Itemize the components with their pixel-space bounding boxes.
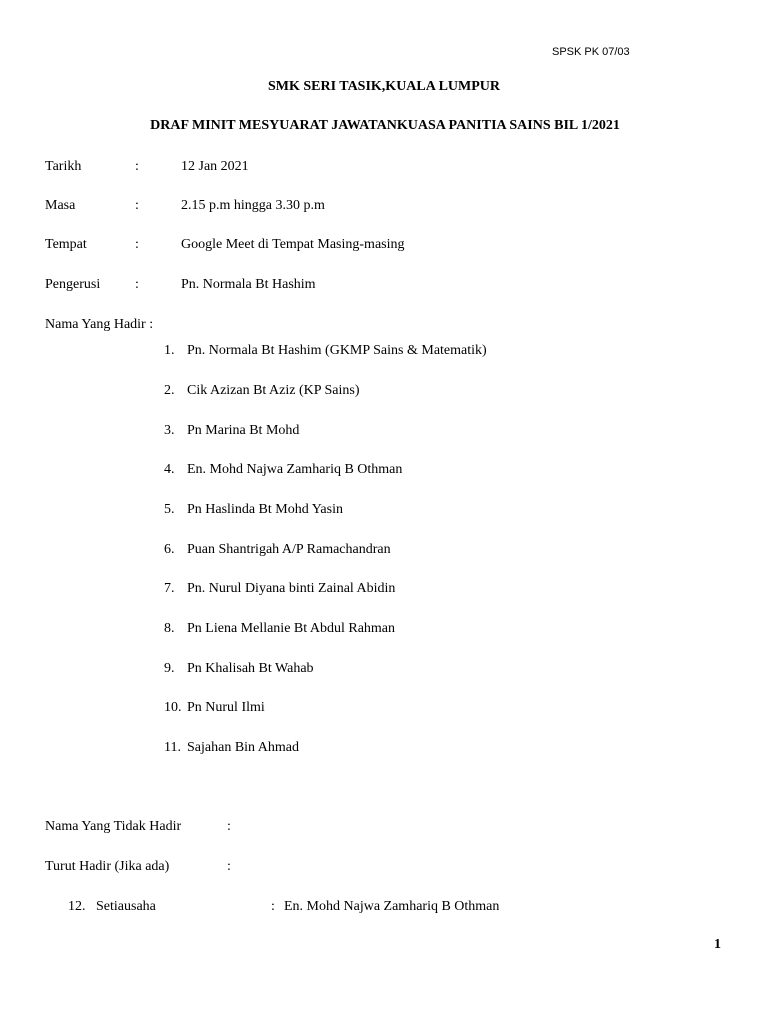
list-item: Pn Haslinda Bt Mohd Yasin [187, 502, 343, 517]
list-item-number: 10. [164, 700, 182, 715]
field-colon: : [135, 159, 139, 174]
list-item: Puan Shantrigah A/P Ramachandran [187, 542, 391, 557]
field-colon: : [135, 277, 139, 292]
list-item-number: 4. [164, 462, 175, 477]
absent-label: Nama Yang Tidak Hadir [45, 819, 182, 834]
list-item: Cik Azizan Bt Aziz (KP Sains) [187, 383, 360, 398]
list-item: Pn. Normala Bt Hashim (GKMP Sains & Matematik) [187, 343, 487, 358]
field-colon: : [135, 198, 139, 213]
attendance-label: Nama Yang Hadir : [45, 317, 154, 332]
page-number: 1 [714, 937, 721, 952]
field-label-tempat: Tempat [45, 237, 87, 252]
field-value-tempat: Google Meet di Tempat Masing-masing [181, 237, 405, 252]
secretary-name: En. Mohd Najwa Zamhariq B Othman [284, 899, 500, 914]
field-value-tarikh: 12 Jan 2021 [181, 159, 249, 174]
list-item-number: 6. [164, 542, 175, 557]
list-item: En. Mohd Najwa Zamhariq B Othman [187, 462, 403, 477]
document-code: SPSK PK 07/03 [552, 46, 630, 58]
absent-colon: : [227, 819, 231, 834]
list-item-number: 8. [164, 621, 175, 636]
list-item-number: 3. [164, 423, 175, 438]
also-present-colon: : [227, 859, 231, 874]
school-name: SMK SERI TASIK,KUALA LUMPUR [267, 79, 501, 94]
list-item: Sajahan Bin Ahmad [187, 740, 299, 755]
list-item-number: 11. [164, 740, 181, 755]
secretary-label: Setiausaha [96, 899, 156, 914]
list-item: Pn Marina Bt Mohd [187, 423, 300, 438]
field-colon: : [135, 237, 139, 252]
list-item: Pn. Nurul Diyana binti Zainal Abidin [187, 581, 396, 596]
list-item: Pn Nurul Ilmi [187, 700, 265, 715]
secretary-number: 12. [68, 899, 86, 914]
list-item: Pn Liena Mellanie Bt Abdul Rahman [187, 621, 396, 636]
field-label-pengerusi: Pengerusi [45, 277, 101, 292]
also-present-label: Turut Hadir (Jika ada) [45, 859, 170, 874]
list-item-number: 1. [164, 343, 175, 358]
field-value-pengerusi: Pn. Normala Bt Hashim [181, 277, 316, 292]
field-label-tarikh: Tarikh [45, 159, 82, 174]
secretary-colon: : [271, 899, 275, 914]
list-item-number: 9. [164, 661, 175, 676]
list-item: Pn Khalisah Bt Wahab [187, 661, 314, 676]
list-item-number: 2. [164, 383, 175, 398]
field-label-masa: Masa [45, 198, 76, 213]
list-item-number: 5. [164, 502, 175, 517]
document-title: DRAF MINIT MESYUARAT JAWATANKUASA PANITIA SAINS BIL 1/2021 [150, 118, 620, 133]
list-item-number: 7. [164, 581, 175, 596]
field-value-masa: 2.15 p.m hingga 3.30 p.m [181, 198, 325, 213]
